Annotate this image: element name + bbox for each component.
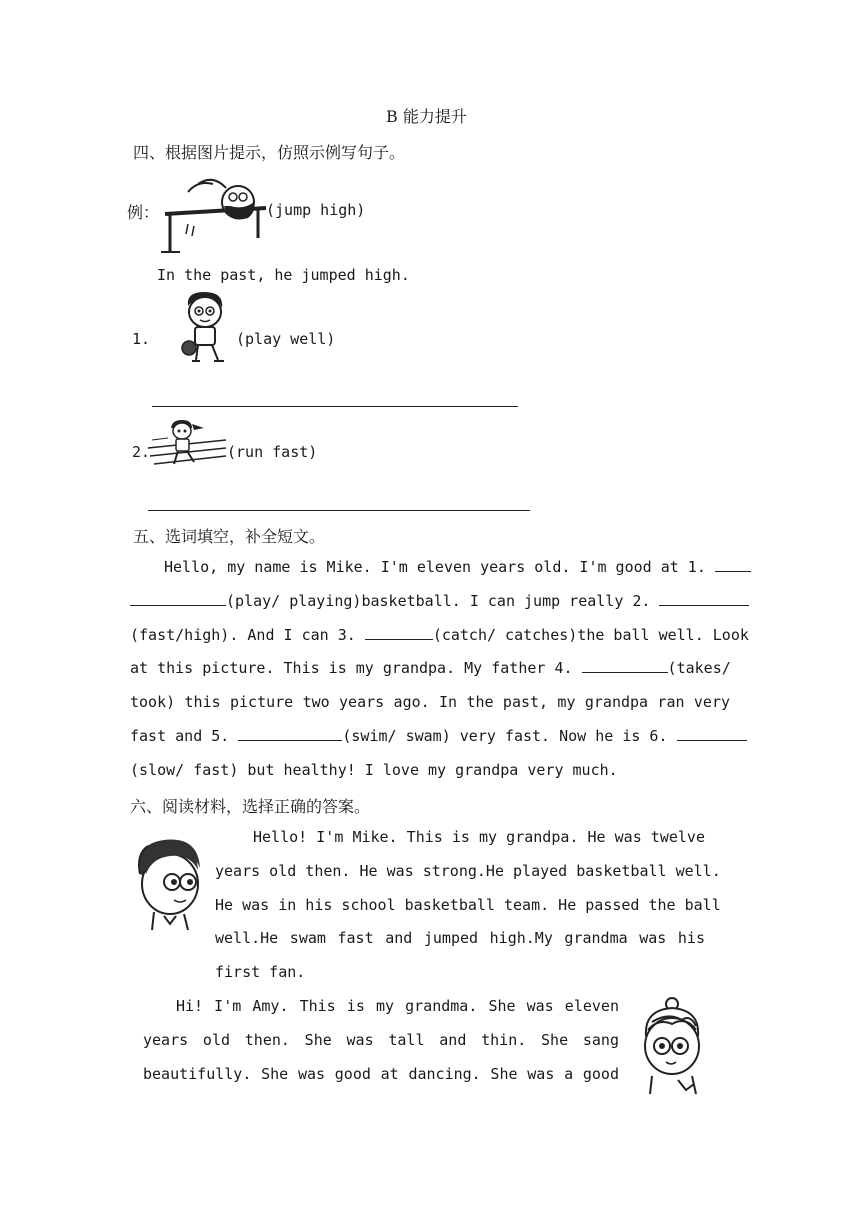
- blank-3[interactable]: [365, 625, 433, 640]
- passage-text-4: at this picture. This is my grandpa. My father 4.: [130, 659, 573, 678]
- q2-answer-line[interactable]: [148, 510, 530, 511]
- amy-line-2: years old then. She was tall and thin. She sang: [143, 1030, 619, 1049]
- amy-passage: [143, 990, 619, 1091]
- passage-text-2: (play/ playing)basketball. I can jump really 2.: [226, 591, 651, 610]
- jump-high-illustration: [158, 172, 268, 254]
- blank-5[interactable]: [238, 726, 342, 741]
- blank-6[interactable]: [677, 726, 747, 741]
- mike-line-1: Hello! I'm Mike. This is my grandpa. He was twelve: [253, 828, 705, 846]
- passage-line-2: [130, 585, 730, 619]
- part5-passage: [130, 551, 749, 788]
- mike-line-4: well.He swam fast and jumped high.My grandma was his: [215, 929, 705, 948]
- passage-text-1: Hello, my name is Mike. I'm eleven years old. I'm good at 1.: [164, 558, 706, 576]
- section-title: B 能力提升: [386, 107, 467, 126]
- blank-2[interactable]: [659, 591, 749, 606]
- girl-running-illustration: [146, 418, 228, 470]
- passage-line-7: (slow/ fast) but healthy! I love my grandpa very much.: [130, 760, 618, 779]
- q2-number: 2.: [132, 443, 151, 461]
- q1-number: 1.: [132, 330, 151, 348]
- example-answer: In the past, he jumped high.: [157, 266, 410, 284]
- mike-line-5: first fan.: [215, 963, 306, 982]
- blank-1-start[interactable]: [715, 557, 751, 572]
- blank-4[interactable]: [582, 658, 668, 673]
- mike-line-3: He was in his school basketball team. He passed the ball: [215, 895, 721, 914]
- passage-line-6: [130, 720, 730, 754]
- amy-line-1: Hi! I'm Amy. This is my grandma. She was eleven: [176, 997, 619, 1015]
- passage-line-5: took) this picture two years ago. In the past, my grandpa ran very: [130, 693, 730, 712]
- amy-portrait: [638, 996, 708, 1096]
- passage-text-6: fast and 5.: [130, 726, 230, 745]
- part5-heading: 五、选词填空，补全短文。: [133, 527, 326, 546]
- mike-passage: [215, 821, 721, 990]
- q1-hint: (play well): [236, 330, 336, 348]
- passage-text-6b: (swim/ swam) very fast. Now he is 6.: [342, 726, 668, 745]
- blank-1-end[interactable]: [130, 591, 226, 606]
- example-hint: (jump high): [266, 201, 366, 219]
- passage-line-1: [130, 551, 730, 585]
- q2-hint: (run fast): [227, 443, 318, 461]
- passage-line-3: [130, 619, 749, 653]
- part6-heading: 六、阅读材料，选择正确的答案。: [130, 797, 371, 816]
- mike-line-2: years old then. He was strong.He played basketball well.: [215, 861, 721, 880]
- mike-portrait: [134, 834, 206, 930]
- passage-text-4b: (takes/: [667, 659, 731, 678]
- amy-line-3: beautifully. She was good at dancing. She was a good: [143, 1064, 619, 1083]
- passage-line-4: [130, 652, 730, 686]
- example-label: 例：: [127, 203, 160, 222]
- part4-heading: 四、根据图片提示，仿照示例写句子。: [133, 143, 406, 162]
- q1-answer-line[interactable]: [152, 406, 518, 407]
- passage-text-3b: (catch/ catches)the ball well. Look: [432, 625, 749, 644]
- boy-basketball-illustration: [178, 290, 234, 364]
- passage-text-3: (fast/high). And I can 3.: [130, 625, 356, 644]
